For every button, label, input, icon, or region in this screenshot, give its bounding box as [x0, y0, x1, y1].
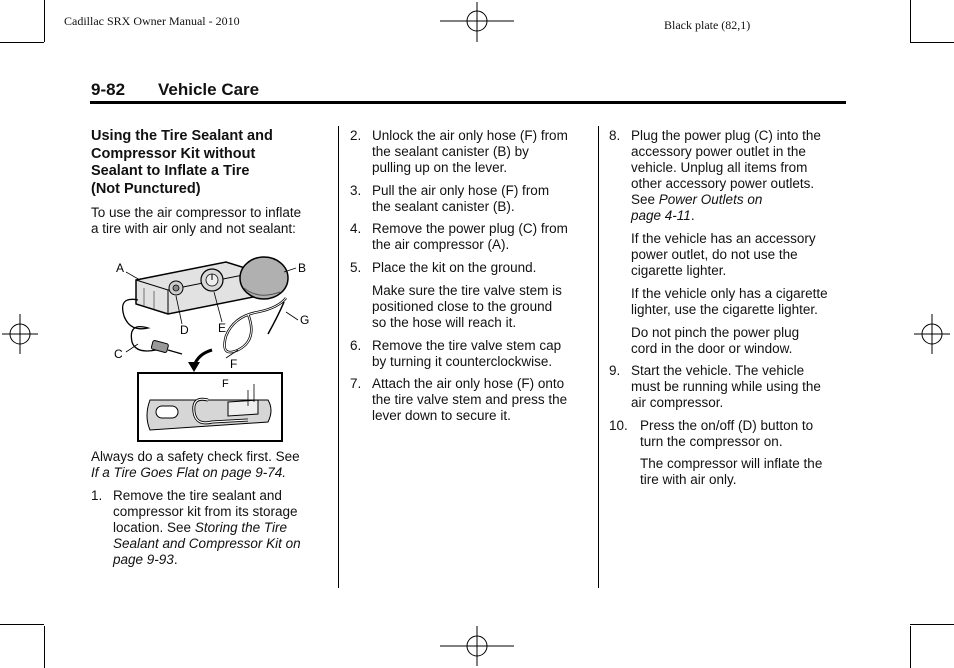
column-divider	[598, 126, 599, 588]
crop-mark	[910, 624, 954, 625]
column-divider	[338, 126, 339, 588]
step-item: 10. Press the on/off (D) button to turn the compressor on.	[609, 418, 814, 449]
step-item: 6. Remove the tire valve stem cap by turning it counterclockwise.	[350, 338, 562, 369]
header-rule	[90, 101, 846, 104]
label-c: C	[114, 347, 123, 361]
page-number: 9-82	[91, 80, 126, 99]
registration-mark-bottom	[440, 626, 516, 668]
step-item: 8. Plug the power plug (C) into the accessory power outlet in the vehicle. Unplug all items from other accessory power outlets. See Power Outlets on page 4-11.	[609, 128, 821, 223]
step-item: 4. Remove the power plug (C) from the air compressor (A).	[350, 221, 568, 252]
step-item: 7. Attach the air only hose (F) onto the tire valve stem and press the lever down to secure it.	[350, 376, 568, 423]
crop-mark	[910, 0, 911, 42]
column-1-lower	[91, 449, 331, 568]
crop-mark	[910, 42, 954, 43]
crop-mark	[44, 0, 45, 42]
step-item: 3. Pull the air only hose (F) from the sealant canister (B).	[350, 183, 550, 214]
column-2	[350, 128, 592, 424]
cross-reference: Storing the Tire	[194, 520, 287, 535]
label-d: D	[180, 323, 189, 337]
step-note: If the vehicle only has a cigarette lighter, use the cigarette lighter.	[631, 286, 828, 317]
subheading: Using the Tire Sealant and Compressor Kit without Sealant to Inflate a Tire (Not Punctured)	[91, 128, 273, 197]
crop-mark	[0, 42, 44, 43]
step-item: 5. Place the kit on the ground.	[350, 260, 537, 275]
registration-mark-left	[0, 312, 40, 356]
label-g: G	[300, 313, 310, 327]
step-note: Do not pinch the power plug cord in the door or window.	[631, 325, 800, 356]
registration-mark-right	[912, 312, 952, 356]
label-b: B	[298, 261, 307, 275]
manual-title: Cadillac SRX Owner Manual - 2010	[64, 14, 240, 28]
registration-mark-top	[440, 0, 516, 44]
label-a: A	[116, 261, 125, 275]
column-1	[91, 128, 331, 237]
cross-reference: Power Outlets on	[658, 192, 763, 207]
plate-label: Black plate (82,1)	[664, 18, 751, 32]
cross-reference: If a Tire Goes Flat on page 9-74.	[91, 465, 286, 480]
step-note: If the vehicle has an accessory power outlet, do not use the cigarette lighter.	[631, 231, 816, 278]
step-item: 9. Start the vehicle. The vehicle must be running while using the air compressor.	[609, 363, 821, 410]
crop-mark	[910, 626, 911, 668]
step-item: 2. Unlock the air only hose (F) from the sealant canister (B) by pulling up on the lever.	[350, 128, 568, 175]
step-note: The compressor will inflate the tire with air only.	[640, 456, 823, 487]
crop-mark	[44, 626, 45, 668]
compressor-kit-illustration	[108, 250, 328, 446]
label-f-inset: F	[222, 378, 229, 390]
label-f: F	[230, 357, 238, 371]
section-title: Vehicle Care	[158, 80, 260, 99]
step-note: Make sure the tire valve stem is positioned close to the ground so the hose will reach it.	[372, 283, 562, 330]
crop-mark	[0, 624, 44, 625]
step-item: 1. Remove the tire sealant and compressor kit from its storage location. See Storing the Tire Sealant and Compressor Kit on page 9-93.	[91, 488, 301, 567]
label-e: E	[218, 321, 227, 335]
intro-text: To use the air compressor to inflate a tire with air only and not sealant:	[91, 205, 302, 236]
column-3	[609, 128, 849, 488]
safety-note: Always do a safety check first. See If a Tire Goes Flat on page 9-74.	[91, 449, 300, 480]
